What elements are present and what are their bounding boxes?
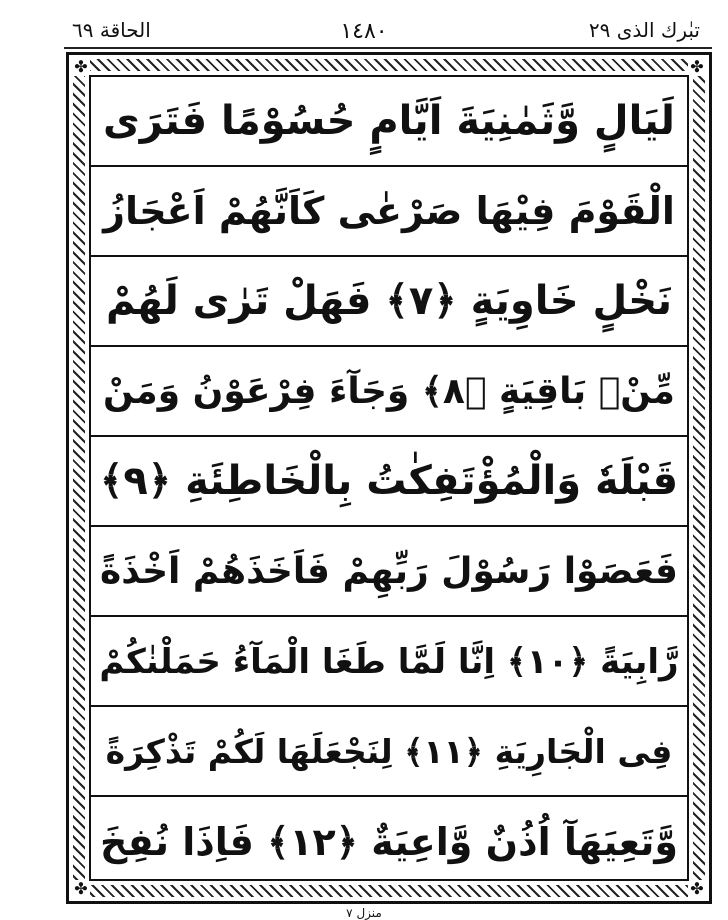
verse-line bbox=[91, 617, 687, 707]
page-header bbox=[0, 0, 728, 48]
text-area bbox=[89, 75, 689, 881]
verse-text: فَعَصَوْا رَسُوْلَ رَبِّهِمْ فَاَخَذَهُمْ اَخْذَةً bbox=[100, 550, 678, 592]
verse-text: نَخْلٍ خَاوِيَةٍ ﴿٧﴾ فَهَلْ تَرٰى لَهُمْ bbox=[105, 278, 673, 324]
header-rule bbox=[64, 47, 712, 49]
surah-name: الحاقة ٦٩ bbox=[72, 18, 151, 42]
verse-text: رَّابِيَةً ﴿١٠﴾ اِنَّا لَمَّا طَغَا الْمَآءُ حَمَلْنٰكُمْ bbox=[99, 641, 679, 682]
verse-text: لَيَالٍ وَّثَمٰنِيَةَ اَيَّامٍ حُسُوْمًا فَتَرَى bbox=[103, 98, 675, 144]
corner-ornament-icon: ✤ bbox=[72, 880, 90, 898]
verse-text: فِى الْجَارِيَةِ ﴿١١﴾ لِنَجْعَلَهَا لَكُمْ تَذْكِرَةً bbox=[105, 731, 673, 771]
verse-text: وَّتَعِيَهَآ اُذُنٌ وَّاعِيَةٌ ﴿١٢﴾ فَاِذَا نُفِخَ bbox=[99, 820, 679, 864]
verse-line bbox=[91, 797, 687, 887]
corner-ornament-icon: ✤ bbox=[72, 58, 90, 76]
manzil-marker: منزل ٧ bbox=[346, 906, 382, 920]
verse-text: الْقَوْمَ فِيْهَا صَرْعٰى كَاَنَّهُمْ اَعْجَازُ bbox=[103, 189, 675, 233]
page-number: ١٤٨٠ bbox=[340, 19, 388, 44]
verse-line bbox=[91, 77, 687, 167]
verse-line bbox=[91, 347, 687, 437]
verse-text: مِّنْۢ بَاقِيَةٍ ﴿٨﴾ وَجَآءَ فِرْعَوْنُ وَمَنْ bbox=[103, 370, 675, 412]
verse-lines bbox=[91, 77, 687, 879]
verse-text: قَبْلَهٗ وَالْمُؤْتَفِكٰتُ بِالْخَاطِئَةِ ﴿٩﴾ bbox=[99, 458, 679, 504]
juz-name: تبٰرك الذی ٢٩ bbox=[588, 18, 700, 42]
verse-line bbox=[91, 257, 687, 347]
verse-line bbox=[91, 437, 687, 527]
verse-line bbox=[91, 707, 687, 797]
corner-ornament-icon: ✤ bbox=[688, 880, 706, 898]
page-frame bbox=[66, 52, 712, 904]
corner-ornament-icon: ✤ bbox=[688, 58, 706, 76]
verse-line bbox=[91, 527, 687, 617]
verse-line bbox=[91, 167, 687, 257]
